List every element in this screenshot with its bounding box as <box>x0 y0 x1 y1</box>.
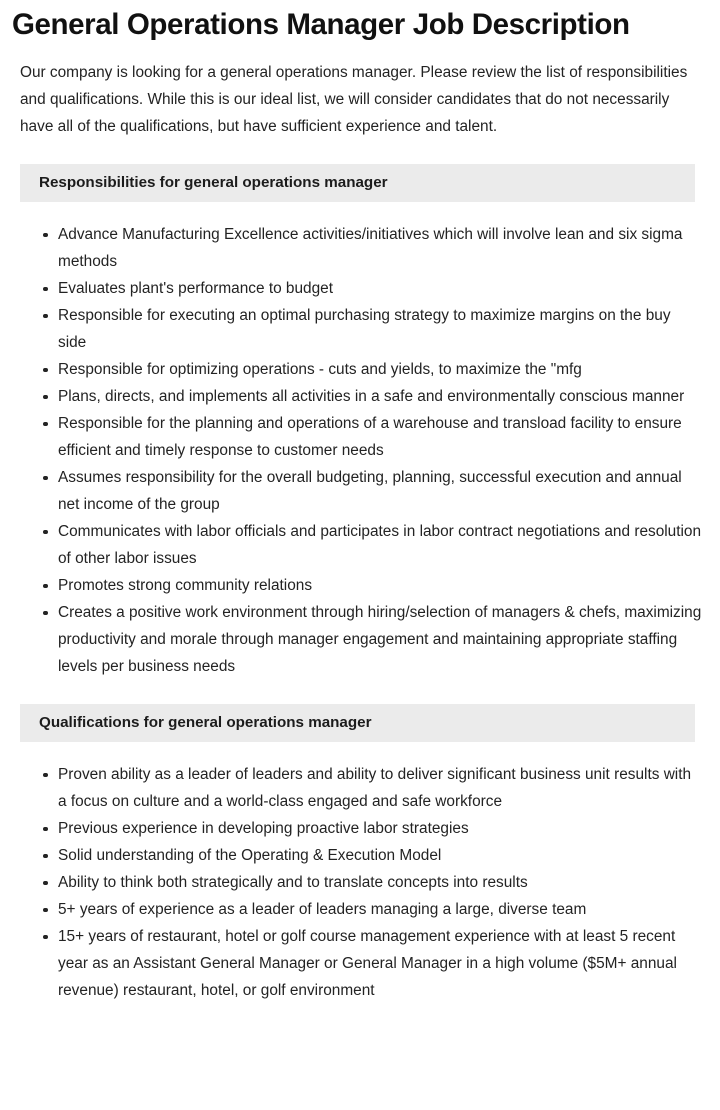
section-header-responsibilities <box>20 164 695 202</box>
list-item: Proven ability as a leader of leaders and ability to deliver significant business unit results with a focus on culture and a world-class engaged and safe workforce <box>0 761 720 815</box>
list-item: Communicates with labor officials and participates in labor contract negotiations and resolution of other labor issues <box>0 518 720 572</box>
list-item: 15+ years of restaurant, hotel or golf course management experience with at least 5 recent year as an Assistant General Manager or General Manager in a high volume ($5M+ annual revenue) restaurant, hotel, or golf environment <box>0 923 720 1004</box>
section-header-qualifications <box>20 704 695 742</box>
list-item: Assumes responsibility for the overall budgeting, planning, successful execution and annual net income of the group <box>0 464 720 518</box>
page-title: General Operations Manager Job Description <box>12 8 630 41</box>
list-item: Creates a positive work environment through hiring/selection of managers & chefs, maximizing productivity and morale through manager engagement and maintaining appropriate staffing levels per business needs <box>0 599 720 680</box>
list-item: 5+ years of experience as a leader of leaders managing a large, diverse team <box>0 896 720 923</box>
list-item: Responsible for the planning and operations of a warehouse and transload facility to ensure efficient and timely response to customer needs <box>0 410 720 464</box>
section-responsibilities <box>0 164 720 680</box>
responsibilities-list <box>0 221 720 680</box>
intro-paragraph: Our company is looking for a general operations manager. Please review the list of responsibilities and qualifications. While this is our ideal list, we will consider candidates that do not necessarily have all of the qualifications, but have sufficient experience and talent. <box>20 64 688 135</box>
qualifications-list <box>0 761 720 1004</box>
list-item: Evaluates plant's performance to budget <box>0 275 720 302</box>
section-heading-label: Qualifications for general operations manager <box>39 714 372 732</box>
section-body-responsibilities <box>0 202 720 680</box>
list-item: Previous experience in developing proactive labor strategies <box>0 815 720 842</box>
list-item: Responsible for executing an optimal purchasing strategy to maximize margins on the buy side <box>0 302 720 356</box>
section-body-qualifications <box>0 742 720 1004</box>
list-item: Promotes strong community relations <box>0 572 720 599</box>
list-item: Ability to think both strategically and to translate concepts into results <box>0 869 720 896</box>
section-qualifications <box>0 704 720 1004</box>
list-item: Responsible for optimizing operations - cuts and yields, to maximize the "mfg <box>0 356 720 383</box>
list-item: Solid understanding of the Operating & Execution Model <box>0 842 720 869</box>
list-item: Advance Manufacturing Excellence activities/initiatives which will involve lean and six sigma methods <box>0 221 720 275</box>
list-item: Plans, directs, and implements all activities in a safe and environmentally conscious manner <box>0 383 720 410</box>
section-heading-label: Responsibilities for general operations manager <box>39 174 388 192</box>
